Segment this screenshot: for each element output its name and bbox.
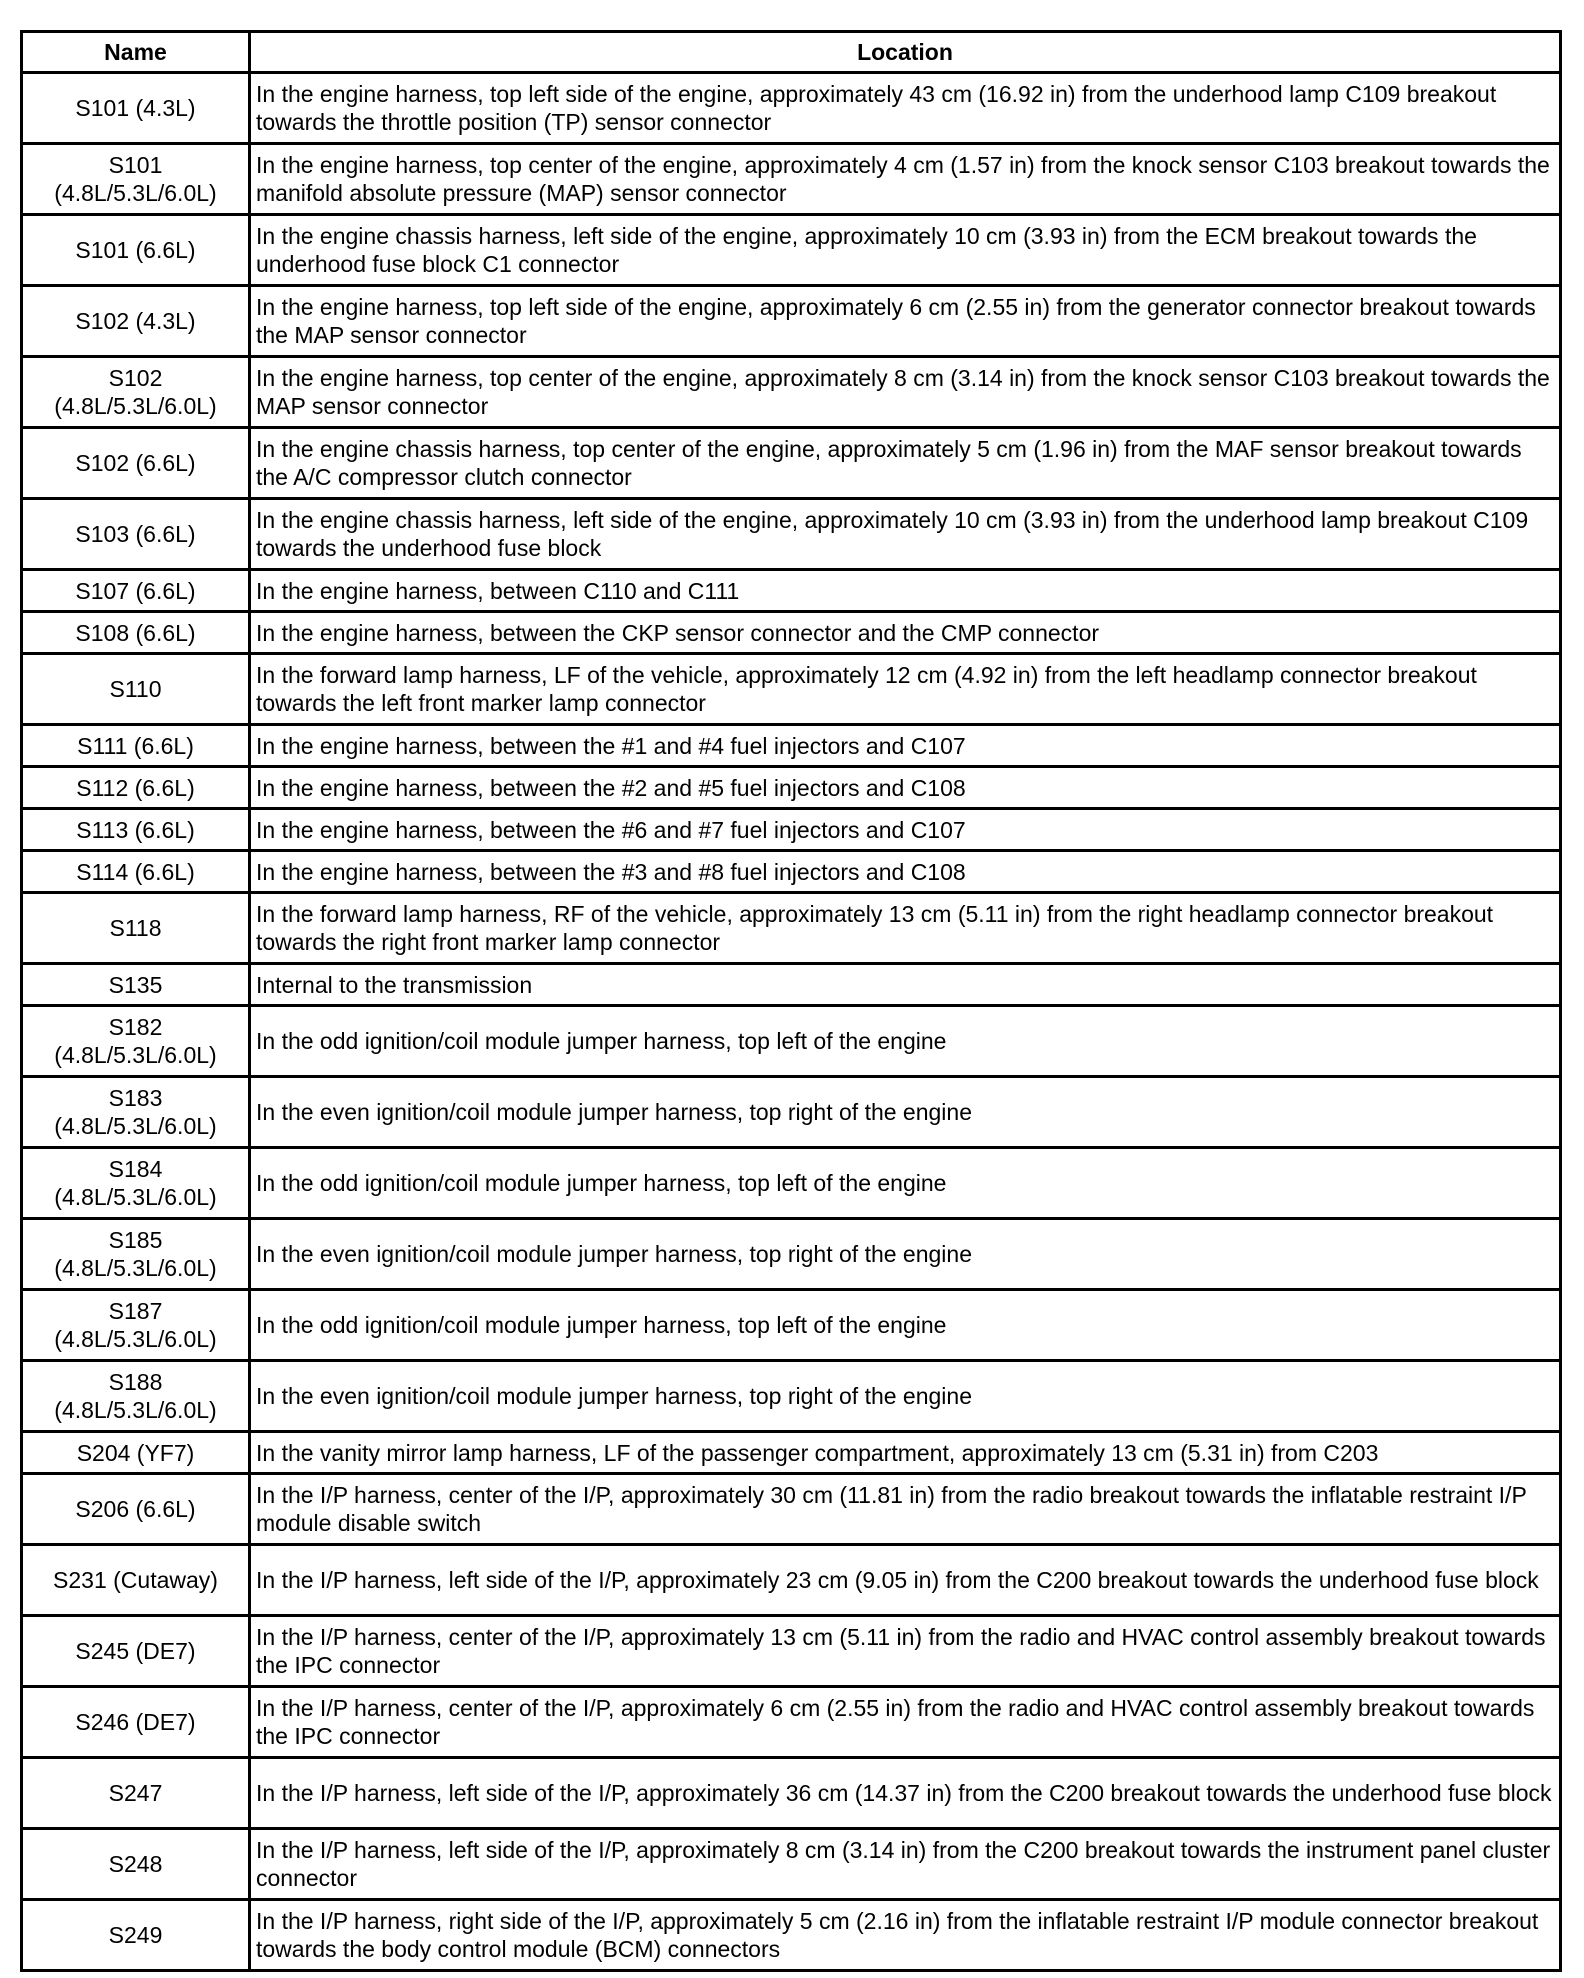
splice-name-cell: S246 (DE7): [22, 1687, 250, 1758]
table-row: [22, 725, 1561, 767]
table-row: [22, 499, 1561, 570]
splice-location-cell: In the forward lamp harness, LF of the vehicle, approximately 12 cm (4.92 in) from the left headlamp connector breakout towards the left front marker lamp connector: [250, 654, 1561, 725]
table-row: [22, 1290, 1561, 1361]
splice-name-cell: S187 (4.8L/5.3L/6.0L): [22, 1290, 250, 1361]
splice-location-table: [20, 30, 1562, 1972]
splice-name-cell: S108 (6.6L): [22, 612, 250, 654]
table-row: [22, 1545, 1561, 1616]
splice-name-cell: S249: [22, 1900, 250, 1971]
splice-location-cell: In the I/P harness, right side of the I/P, approximately 5 cm (2.16 in) from the inflatable restraint I/P module connector breakout towards the body control module (BCM) connectors: [250, 1900, 1561, 1971]
name-column-header: Name: [22, 32, 250, 73]
splice-name-cell: S102 (4.3L): [22, 286, 250, 357]
splice-name-cell: S110: [22, 654, 250, 725]
splice-name-cell: S231 (Cutaway): [22, 1545, 250, 1616]
splice-location-cell: In the odd ignition/coil module jumper harness, top left of the engine: [250, 1148, 1561, 1219]
table-row: [22, 1432, 1561, 1474]
splice-name-cell: S102 (6.6L): [22, 428, 250, 499]
table-row: [22, 1006, 1561, 1077]
splice-location-cell: In the I/P harness, center of the I/P, approximately 30 cm (11.81 in) from the radio breakout towards the inflatable restraint I/P module disable switch: [250, 1474, 1561, 1545]
table-row: [22, 1900, 1561, 1971]
splice-name-cell: S101 (6.6L): [22, 215, 250, 286]
splice-location-cell: In the engine harness, between the #2 and #5 fuel injectors and C108: [250, 767, 1561, 809]
table-row: [22, 1148, 1561, 1219]
splice-name-cell: S245 (DE7): [22, 1616, 250, 1687]
splice-location-cell: In the even ignition/coil module jumper harness, top right of the engine: [250, 1077, 1561, 1148]
splice-name-cell: S247: [22, 1758, 250, 1829]
table-row: [22, 1687, 1561, 1758]
splice-name-cell: S101 (4.8L/5.3L/6.0L): [22, 144, 250, 215]
splice-name-cell: S182 (4.8L/5.3L/6.0L): [22, 1006, 250, 1077]
table-row: [22, 357, 1561, 428]
splice-name-cell: S206 (6.6L): [22, 1474, 250, 1545]
splice-location-cell: In the engine harness, between the #6 and #7 fuel injectors and C107: [250, 809, 1561, 851]
splice-location-cell: In the odd ignition/coil module jumper harness, top left of the engine: [250, 1290, 1561, 1361]
splice-name-cell: S107 (6.6L): [22, 570, 250, 612]
splice-name-cell: S135: [22, 964, 250, 1006]
splice-name-cell: S204 (YF7): [22, 1432, 250, 1474]
splice-location-cell: In the engine harness, top center of the engine, approximately 4 cm (1.57 in) from the knock sensor C103 breakout towards the manifold absolute pressure (MAP) sensor connector: [250, 144, 1561, 215]
splice-location-cell: In the engine harness, between the #1 and #4 fuel injectors and C107: [250, 725, 1561, 767]
splice-location-cell: In the I/P harness, left side of the I/P, approximately 23 cm (9.05 in) from the C200 breakout towards the underhood fuse block: [250, 1545, 1561, 1616]
table-row: [22, 570, 1561, 612]
splice-location-cell: In the I/P harness, left side of the I/P, approximately 8 cm (3.14 in) from the C200 breakout towards the instrument panel cluster connector: [250, 1829, 1561, 1900]
header-row: [22, 32, 1561, 73]
table-row: [22, 1474, 1561, 1545]
splice-location-cell: Internal to the transmission: [250, 964, 1561, 1006]
splice-location-cell: In the engine harness, between the CKP sensor connector and the CMP connector: [250, 612, 1561, 654]
splice-name-cell: S113 (6.6L): [22, 809, 250, 851]
table-row: [22, 286, 1561, 357]
splice-location-cell: In the odd ignition/coil module jumper harness, top left of the engine: [250, 1006, 1561, 1077]
table-row: [22, 1616, 1561, 1687]
table-row: [22, 654, 1561, 725]
splice-name-cell: S185 (4.8L/5.3L/6.0L): [22, 1219, 250, 1290]
table-row: [22, 767, 1561, 809]
splice-location-cell: In the I/P harness, center of the I/P, approximately 6 cm (2.55 in) from the radio and HVAC control assembly breakout towards the IPC connector: [250, 1687, 1561, 1758]
splice-location-cell: In the engine chassis harness, top center of the engine, approximately 5 cm (1.96 in) from the MAF sensor breakout towards the A/C compressor clutch connector: [250, 428, 1561, 499]
table-header: [22, 32, 1561, 73]
table-row: [22, 1361, 1561, 1432]
splice-name-cell: S188 (4.8L/5.3L/6.0L): [22, 1361, 250, 1432]
splice-location-cell: In the engine harness, top left side of the engine, approximately 6 cm (2.55 in) from the generator connector breakout towards the MAP sensor connector: [250, 286, 1561, 357]
table-row: [22, 144, 1561, 215]
splice-name-cell: S184 (4.8L/5.3L/6.0L): [22, 1148, 250, 1219]
table-row: [22, 1219, 1561, 1290]
splice-name-cell: S101 (4.3L): [22, 73, 250, 144]
splice-location-cell: In the engine chassis harness, left side of the engine, approximately 10 cm (3.93 in) from the ECM breakout towards the underhood fuse block C1 connector: [250, 215, 1561, 286]
splice-location-cell: In the engine harness, top center of the engine, approximately 8 cm (3.14 in) from the knock sensor C103 breakout towards the MAP sensor connector: [250, 357, 1561, 428]
table-row: [22, 1829, 1561, 1900]
splice-name-cell: S111 (6.6L): [22, 725, 250, 767]
location-column-header: Location: [250, 32, 1561, 73]
splice-name-cell: S248: [22, 1829, 250, 1900]
splice-name-cell: S102 (4.8L/5.3L/6.0L): [22, 357, 250, 428]
table-row: [22, 851, 1561, 893]
table-row: [22, 809, 1561, 851]
table-row: [22, 428, 1561, 499]
splice-name-cell: S112 (6.6L): [22, 767, 250, 809]
splice-name-cell: S183 (4.8L/5.3L/6.0L): [22, 1077, 250, 1148]
table-row: [22, 1758, 1561, 1829]
table-row: [22, 893, 1561, 964]
splice-name-cell: S103 (6.6L): [22, 499, 250, 570]
splice-location-cell: In the engine harness, top left side of the engine, approximately 43 cm (16.92 in) from the underhood lamp C109 breakout towards the throttle position (TP) sensor connector: [250, 73, 1561, 144]
splice-location-cell: In the vanity mirror lamp harness, LF of the passenger compartment, approximately 13 cm (5.31 in) from C203: [250, 1432, 1561, 1474]
splice-location-cell: In the I/P harness, left side of the I/P, approximately 36 cm (14.37 in) from the C200 breakout towards the underhood fuse block: [250, 1758, 1561, 1829]
table-row: [22, 1077, 1561, 1148]
splice-location-cell: In the even ignition/coil module jumper harness, top right of the engine: [250, 1219, 1561, 1290]
table-row: [22, 964, 1561, 1006]
table-row: [22, 73, 1561, 144]
splice-location-cell: In the engine harness, between the #3 and #8 fuel injectors and C108: [250, 851, 1561, 893]
splice-location-cell: In the engine harness, between C110 and C111: [250, 570, 1561, 612]
table-body: [22, 73, 1561, 1971]
table-row: [22, 612, 1561, 654]
splice-location-cell: In the forward lamp harness, RF of the vehicle, approximately 13 cm (5.11 in) from the right headlamp connector breakout towards the right front marker lamp connector: [250, 893, 1561, 964]
splice-name-cell: S114 (6.6L): [22, 851, 250, 893]
table-row: [22, 215, 1561, 286]
splice-name-cell: S118: [22, 893, 250, 964]
splice-location-cell: In the even ignition/coil module jumper harness, top right of the engine: [250, 1361, 1561, 1432]
splice-location-cell: In the engine chassis harness, left side of the engine, approximately 10 cm (3.93 in) from the underhood lamp breakout C109 towards the underhood fuse block: [250, 499, 1561, 570]
splice-location-cell: In the I/P harness, center of the I/P, approximately 13 cm (5.11 in) from the radio and HVAC control assembly breakout towards the IPC connector: [250, 1616, 1561, 1687]
